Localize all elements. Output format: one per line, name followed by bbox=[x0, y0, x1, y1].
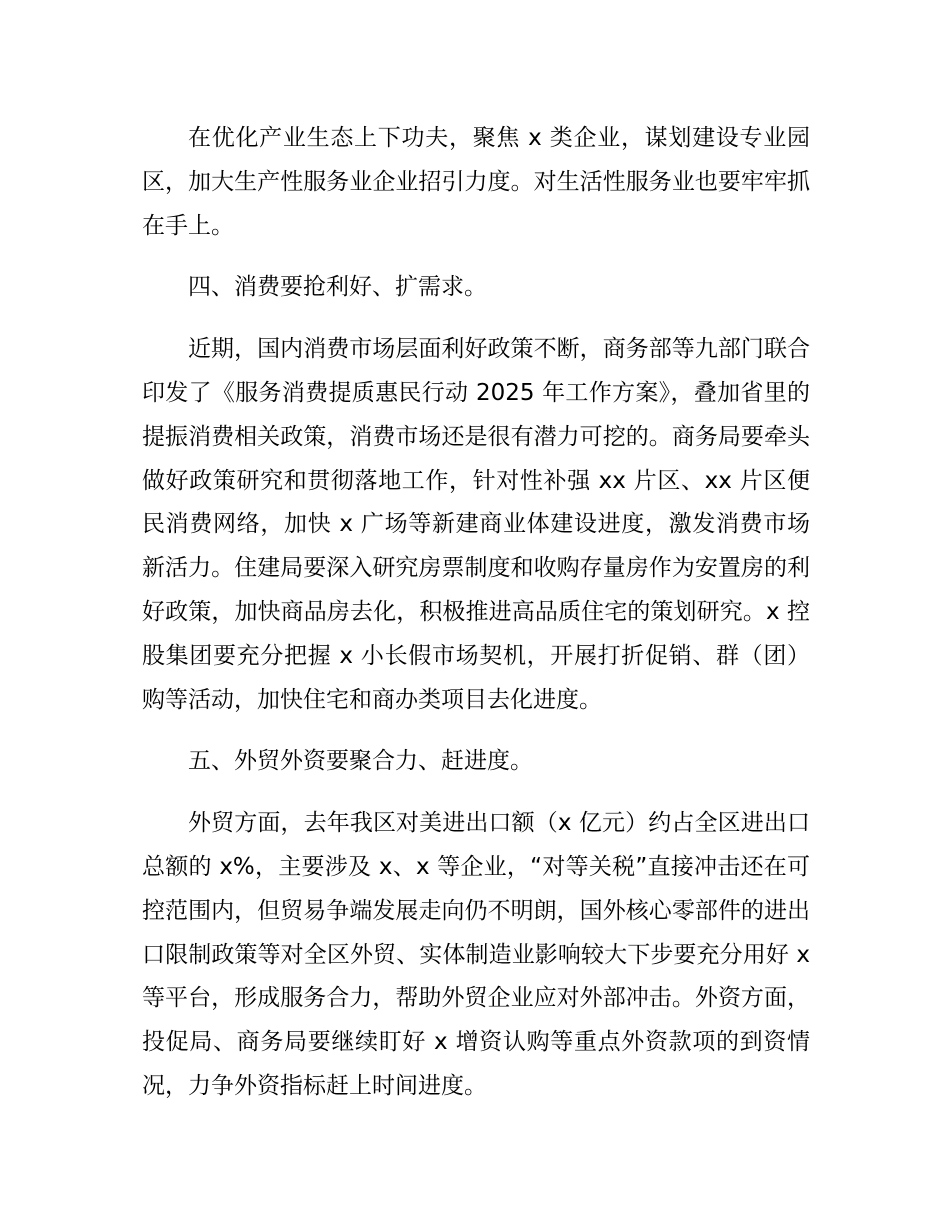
paragraph-foreign-trade: 外贸方面，去年我区对美进出口额（x 亿元）约占全区进出口总额的 x%，主要涉及 x、x 等企业，“对等关税”直接冲击还在可控范围内，但贸易争端发展走向仍不明朗，国外核心零部件的进出口限制政策等对全区外贸、实体制造业影响较大下步要充分用好 x 等平台，形成服务合力，帮助外贸企业应对外部冲击。外资方面，投促局、商务局要继续盯好 x 增资认购等重点外资款项的到资情况，力争外资指标赶上时间进度。 bbox=[142, 810, 810, 1099]
document-body bbox=[142, 117, 810, 1127]
section-heading-foreign-trade: 五、外贸外资要聚合力、赶进度。 bbox=[188, 748, 533, 775]
section-heading-consumption: 四、消费要抢利好、扩需求。 bbox=[188, 274, 487, 301]
paragraph-consumption: 近期，国内消费市场层面利好政策不断，商务部等九部门联合印发了《服务消费提质惠民行动 2025 年工作方案》，叠加省里的提振消费相关政策，消费市场还是很有潜力可挖的。商务局要牵头做好政策研究和贯彻落地工作，针对性补强 xx 片区、xx 片区便民消费网络，加快 x 广场等新建商业体建设进度，激发消费市场新活力。住建局要深入研究房票制度和收购存量房作为安置房的利好政策，加快商品房去化，积极推进高品质住宅的策划研究。x 控股集团要充分把握 x 小长假市场契机，开展打折促销、群（团）购等活动，加快住宅和商办类项目去化进度。 bbox=[142, 336, 810, 713]
paragraph-industry-ecology: 在优化产业生态上下功夫，聚焦 x 类企业，谋划建设专业园区，加大生产性服务业企业招引力度。对生活性服务业也要牢牢抓在手上。 bbox=[142, 125, 810, 239]
